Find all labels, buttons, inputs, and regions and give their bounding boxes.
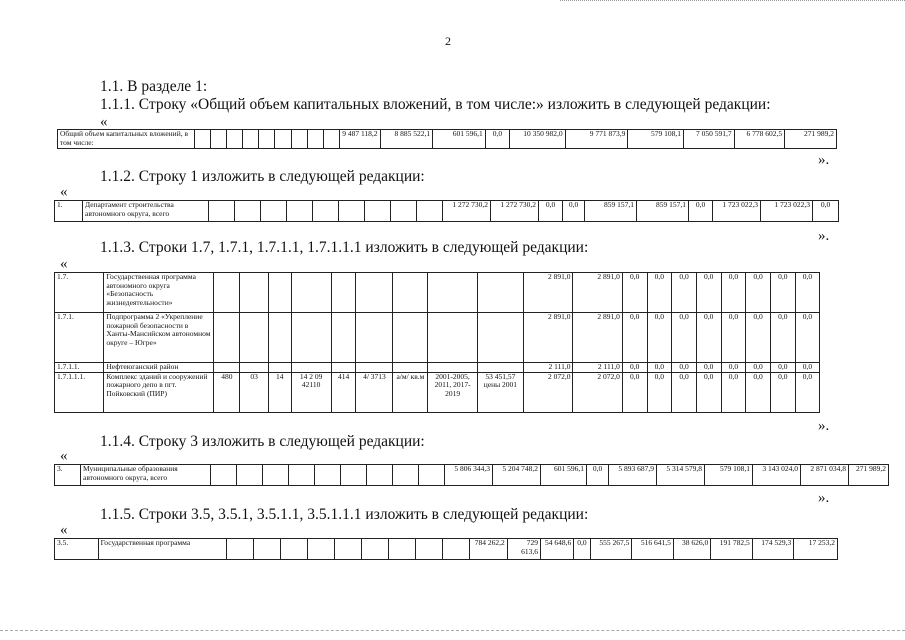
value-cell: 0,0 — [574, 539, 591, 560]
value-cell: 0,0 — [746, 273, 771, 313]
table-row-1 — [54, 200, 839, 222]
empty-cell — [268, 313, 291, 363]
value-cell: 2 111,0 — [573, 363, 622, 373]
value-cell: 579 108,1 — [628, 130, 684, 149]
page-edge-top — [560, 0, 905, 1]
value-cell: 0,0 — [647, 273, 672, 313]
empty-cell — [307, 130, 323, 149]
row-label: Муниципальные образования автономного округа, всего — [81, 465, 211, 486]
value-cell: 0,0 — [770, 372, 795, 412]
heading-1-1-4: 1.1.4. Строку 3 изложить в следующей редакции: — [100, 433, 425, 450]
empty-cell — [477, 363, 523, 373]
row-number: 1.7.1. — [55, 313, 104, 363]
value-cell: 9 771 873,9 — [565, 130, 628, 149]
close-quote: ». — [818, 418, 830, 434]
empty-cell — [235, 201, 261, 222]
empty-cell — [428, 313, 477, 363]
value-cell: 0,0 — [795, 372, 820, 412]
value-cell: 0,0 — [746, 363, 771, 373]
empty-cell — [391, 201, 417, 222]
value-cell: 2 072,0 — [524, 372, 573, 412]
page-number: 2 — [445, 34, 451, 48]
value-cell: 0,0 — [721, 372, 746, 412]
empty-cell — [323, 130, 339, 149]
close-quote: ». — [818, 152, 830, 168]
code-cell: 14 — [268, 372, 291, 412]
row-label: Общий объем капитальных вложений, в том числе: — [58, 130, 195, 149]
value-cell: 0,0 — [696, 273, 721, 313]
code-cell: 03 — [240, 372, 269, 412]
value-cell: 0,0 — [622, 363, 647, 373]
value-cell: 8 885 522,1 — [380, 130, 433, 149]
empty-cell — [365, 201, 391, 222]
empty-cell — [356, 273, 393, 313]
open-quote: « — [60, 448, 68, 464]
empty-cell — [261, 201, 287, 222]
row-label: Государственная программа автономного округа «Безопасность жизнедеятельности» — [104, 273, 214, 313]
value-cell: 7 050 591,7 — [684, 130, 735, 149]
empty-cell — [443, 539, 470, 560]
open-quote: « — [60, 256, 68, 272]
value-cell: 0,0 — [696, 372, 721, 412]
empty-cell — [291, 273, 331, 313]
empty-cell — [275, 130, 291, 149]
empty-cell — [291, 130, 307, 149]
value-cell: 5 314 579,8 — [657, 465, 705, 486]
value-cell: 10 350 982,0 — [510, 130, 566, 149]
empty-cell — [240, 363, 269, 373]
empty-cell — [243, 130, 259, 149]
heading-1-1: 1.1. В разделе 1: — [100, 78, 208, 95]
value-cell: 0,0 — [539, 201, 563, 222]
value-cell: 0,0 — [795, 363, 820, 373]
empty-cell — [209, 201, 235, 222]
empty-cell — [214, 363, 240, 373]
empty-cell — [393, 313, 428, 363]
value-cell: 601 596,1 — [433, 130, 486, 149]
row-number: 1.7. — [55, 273, 104, 313]
empty-cell — [268, 273, 291, 313]
empty-cell — [313, 201, 339, 222]
value-cell: 1 272 730,2 — [443, 201, 491, 222]
row-number: 3. — [55, 465, 81, 486]
empty-cell — [393, 465, 419, 486]
empty-cell — [214, 313, 240, 363]
value-cell: 0,0 — [672, 313, 697, 363]
value-cell: 601 596,1 — [541, 465, 587, 486]
value-cell: 0,0 — [485, 130, 509, 149]
value-cell: 0,0 — [647, 313, 672, 363]
empty-cell — [268, 363, 291, 373]
value-cell: 0,0 — [647, 363, 672, 373]
value-cell: 0,0 — [696, 313, 721, 363]
value-cell: 0,0 — [563, 201, 585, 222]
close-quote: ». — [818, 490, 830, 506]
value-cell: 516 641,5 — [632, 539, 674, 560]
value-cell: 2 891,0 — [524, 273, 573, 313]
value-cell: 2 111,0 — [524, 363, 573, 373]
empty-cell — [331, 273, 356, 313]
row-number: 1.7.1.1.1. — [55, 372, 104, 412]
row-number: 3.5. — [55, 539, 99, 560]
empty-cell — [477, 273, 523, 313]
empty-cell — [417, 201, 443, 222]
value-cell: 54 648,6 — [540, 539, 573, 560]
empty-cell — [477, 313, 523, 363]
code-cell: 414 — [331, 372, 356, 412]
open-quote: « — [60, 184, 68, 200]
value-cell: 0,0 — [746, 372, 771, 412]
value-cell: 5 204 748,2 — [493, 465, 541, 486]
value-cell: 0,0 — [813, 201, 839, 222]
page-edge-bottom — [0, 630, 905, 631]
empty-cell — [393, 363, 428, 373]
unit-cell: а/м/ кв.м — [393, 372, 428, 412]
value-cell: 271 989,2 — [849, 465, 889, 486]
empty-cell — [226, 130, 242, 149]
empty-cell — [393, 273, 428, 313]
heading-1-1-3: 1.1.3. Строки 1.7, 1.7.1, 1.7.1.1, 1.7.1.1.1 изложить в следующей редакции: — [100, 239, 589, 256]
empty-cell — [237, 465, 263, 486]
empty-cell — [339, 201, 365, 222]
heading-1-1-5: 1.1.5. Строки 3.5, 3.5.1, 3.5.1.1, 3.5.1.1.1 изложить в следующей редакции: — [100, 506, 589, 523]
value-cell: 191 782,5 — [711, 539, 753, 560]
value-cell: 0,0 — [647, 372, 672, 412]
value-cell: 0,0 — [587, 465, 609, 486]
empty-cell — [281, 539, 308, 560]
row-label: Нефтеюганский район — [104, 363, 214, 373]
row-number: 1. — [55, 201, 83, 222]
value-cell: 0,0 — [696, 363, 721, 373]
table-row-3-5 — [54, 538, 838, 560]
empty-cell — [210, 130, 226, 149]
value-cell: 0,0 — [622, 273, 647, 313]
value-cell: 0,0 — [672, 363, 697, 373]
empty-cell — [291, 313, 331, 363]
value-cell: 729 613,6 — [507, 539, 540, 560]
value-cell: 555 267,5 — [590, 539, 632, 560]
years-cell: 2001-2005, 2011, 2017-2019 — [428, 372, 477, 412]
value-cell: 2 891,0 — [573, 273, 622, 313]
value-cell: 784 262,2 — [470, 539, 507, 560]
value-cell: 9 487 118,2 — [340, 130, 380, 149]
empty-cell — [214, 273, 240, 313]
empty-cell — [419, 465, 445, 486]
empty-cell — [331, 363, 356, 373]
open-quote: « — [100, 114, 108, 130]
value-cell: 5 893 687,9 — [609, 465, 657, 486]
value-cell: 0,0 — [770, 363, 795, 373]
empty-cell — [227, 539, 254, 560]
value-cell: 0,0 — [622, 372, 647, 412]
empty-cell — [367, 465, 393, 486]
value-cell: 2 891,0 — [524, 313, 573, 363]
capacity-cell: 53 451,57 цены 2001 — [477, 372, 523, 412]
value-cell: 0,0 — [721, 273, 746, 313]
value-cell: 0,0 — [746, 313, 771, 363]
close-quote: ». — [818, 228, 830, 244]
value-cell: 2 072,0 — [573, 372, 622, 412]
code-cell: 14 2 09 42110 — [291, 372, 331, 412]
empty-cell — [362, 539, 389, 560]
empty-cell — [428, 363, 477, 373]
value-cell: 0,0 — [672, 273, 697, 313]
value-cell: 174 529,3 — [752, 539, 794, 560]
empty-cell — [335, 539, 362, 560]
row-number: 1.7.1.1. — [55, 363, 104, 373]
empty-cell — [287, 201, 313, 222]
row-label: Комплекс зданий и сооружений пожарного депо в пгт. Пойковский (ПИР) — [104, 372, 214, 412]
value-cell: 3 143 024,0 — [753, 465, 801, 486]
value-cell: 2 871 034,8 — [801, 465, 849, 486]
empty-cell — [194, 130, 210, 149]
empty-cell — [416, 539, 443, 560]
value-cell: 0,0 — [795, 313, 820, 363]
heading-1-1-1: 1.1.1. Строку «Общий объем капитальных вложений, в том числе:» изложить в следующей редакции: — [100, 96, 771, 113]
value-cell: 1 272 730,2 — [491, 201, 539, 222]
empty-cell — [259, 130, 275, 149]
heading-1-1-2: 1.1.2. Строку 1 изложить в следующей редакции: — [100, 168, 425, 185]
empty-cell — [331, 313, 356, 363]
row-label: Подпрограмма 2 «Укрепление пожарной безопасности в Ханты-Мансийском автономном округе – Югре» — [104, 313, 214, 363]
empty-cell — [428, 273, 477, 313]
code-cell: 4/ 3713 — [356, 372, 393, 412]
value-cell: 0,0 — [721, 363, 746, 373]
value-cell: 1 723 022,3 — [713, 201, 761, 222]
value-cell: 859 157,1 — [637, 201, 689, 222]
value-cell: 1 723 022,3 — [761, 201, 813, 222]
value-cell: 0,0 — [770, 273, 795, 313]
value-cell: 0,0 — [770, 313, 795, 363]
value-cell: 0,0 — [689, 201, 713, 222]
open-quote: « — [60, 522, 68, 538]
value-cell: 0,0 — [672, 372, 697, 412]
table-rows-1-7 — [54, 272, 838, 413]
empty-cell — [315, 465, 341, 486]
value-cell: 859 157,1 — [585, 201, 637, 222]
row-label: Департамент строительства автономного округа, всего — [83, 201, 209, 222]
empty-cell — [289, 465, 315, 486]
table-total-investment — [57, 129, 837, 149]
value-cell: 0,0 — [721, 313, 746, 363]
empty-cell — [356, 313, 393, 363]
value-cell: 2 891,0 — [573, 313, 622, 363]
code-cell: 480 — [214, 372, 240, 412]
row-label: Государственная программа — [98, 539, 227, 560]
empty-cell — [356, 363, 393, 373]
value-cell: 6 778 602,5 — [734, 130, 785, 149]
value-cell: 271 989,2 — [785, 130, 837, 149]
empty-cell — [308, 539, 335, 560]
value-cell: 17 253,2 — [794, 539, 838, 560]
empty-cell — [240, 313, 269, 363]
value-cell: 0,0 — [622, 313, 647, 363]
empty-cell — [389, 539, 416, 560]
table-row-3 — [54, 464, 889, 486]
value-cell: 579 108,1 — [705, 465, 753, 486]
value-cell: 5 806 344,3 — [445, 465, 493, 486]
empty-cell — [211, 465, 237, 486]
empty-cell — [240, 273, 269, 313]
empty-cell — [341, 465, 367, 486]
empty-cell — [291, 363, 331, 373]
value-cell: 38 626,0 — [673, 539, 710, 560]
empty-cell — [263, 465, 289, 486]
empty-cell — [254, 539, 281, 560]
value-cell: 0,0 — [795, 273, 820, 313]
